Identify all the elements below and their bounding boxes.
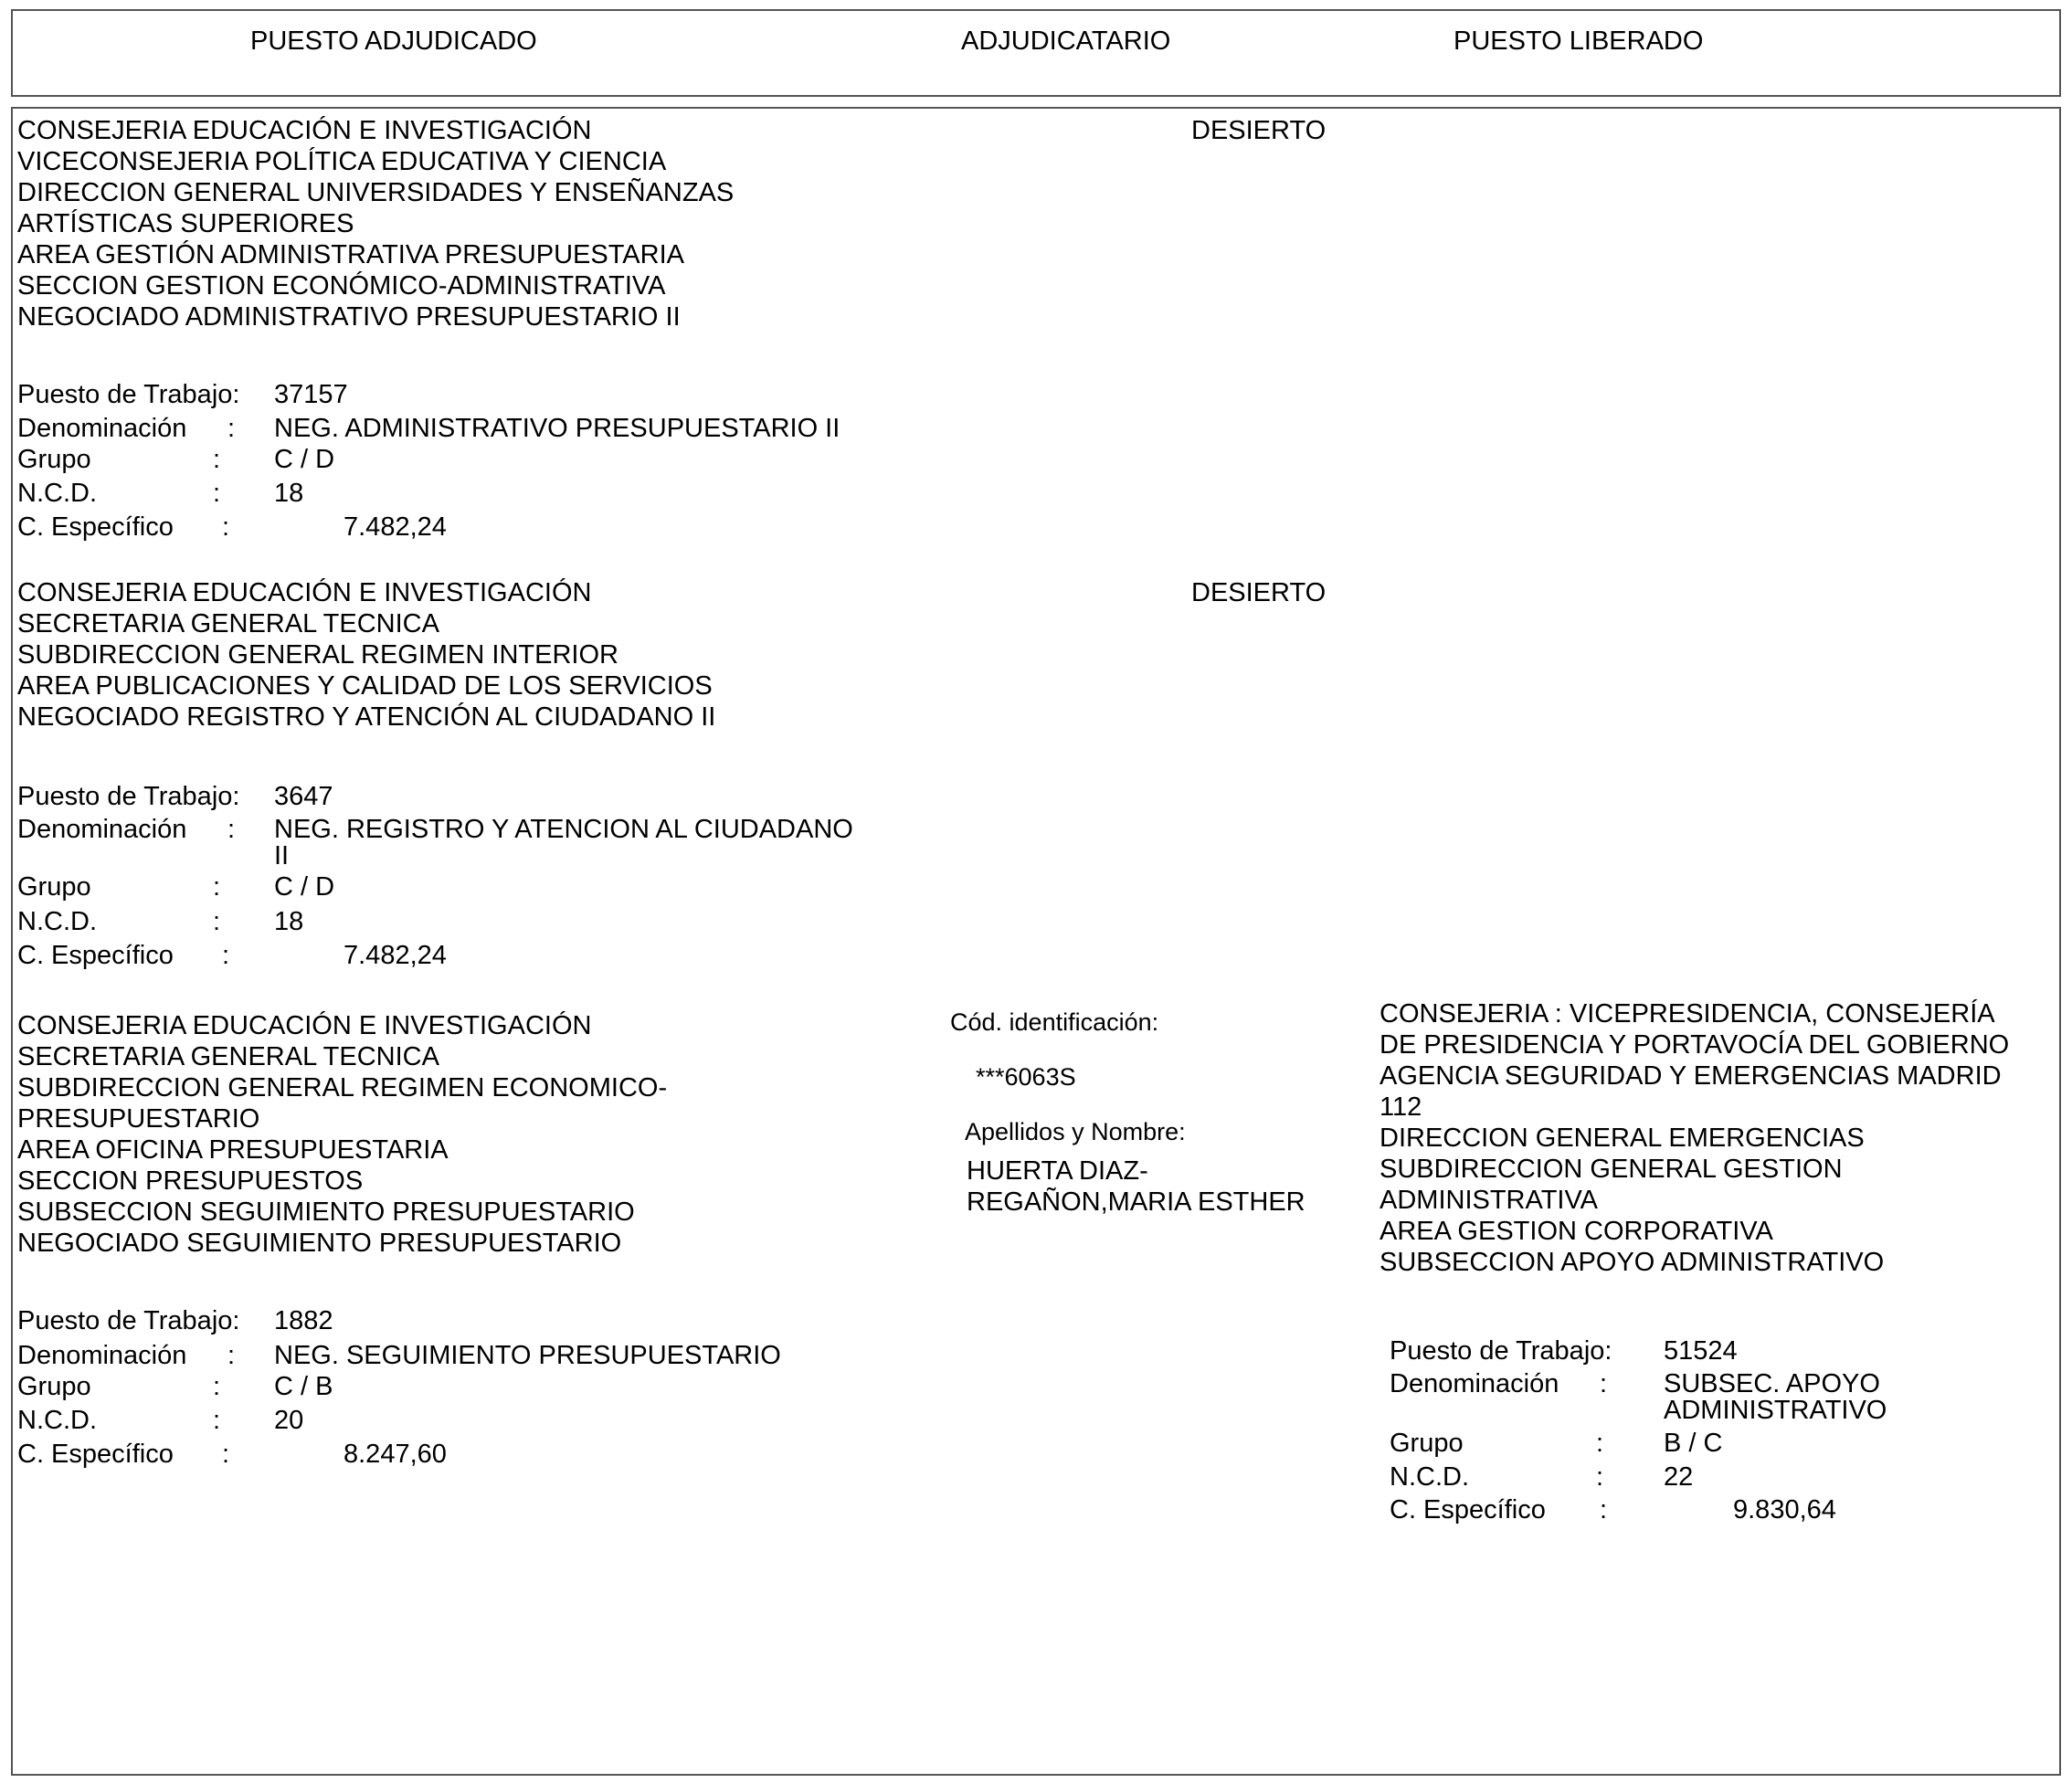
entry-1-details bbox=[17, 379, 894, 543]
entry-3-org-block bbox=[17, 1010, 667, 1259]
label-denominacion: Denominación bbox=[1390, 1369, 1559, 1398]
cod-identificacion-label: Cód. identificación: bbox=[950, 1008, 1159, 1036]
label-denominacion: Denominación bbox=[17, 815, 187, 844]
label-puesto-trabajo: Puesto de Trabajo: bbox=[1390, 1336, 1612, 1366]
ncd-value: 18 bbox=[274, 907, 304, 936]
org-line: CONSEJERIA : VICEPRESIDENCIA, CONSEJERÍA bbox=[1380, 999, 1995, 1029]
grupo-value: C / B bbox=[274, 1372, 333, 1401]
org-line: NEGOCIADO SEGUIMIENTO PRESUPUESTARIO bbox=[17, 1229, 622, 1258]
org-line: VICECONSEJERIA POLÍTICA EDUCATIVA Y CIENCIA bbox=[17, 147, 667, 176]
cod-identificacion-value: ***6063S bbox=[976, 1063, 1076, 1091]
org-line: SUBDIRECCION GENERAL REGIMEN ECONOMICO- bbox=[17, 1073, 668, 1103]
puesto-value: 3647 bbox=[274, 782, 333, 811]
org-line: SECRETARIA GENERAL TECNICA bbox=[17, 1042, 439, 1071]
org-line: SECCION GESTION ECONÓMICO-ADMINISTRATIVA bbox=[17, 271, 666, 301]
org-line: SECCION PRESUPUESTOS bbox=[17, 1166, 364, 1196]
colon: : bbox=[1600, 1369, 1608, 1398]
entry-1-org-block bbox=[17, 115, 734, 332]
org-line: NEGOCIADO ADMINISTRATIVO PRESUPUESTARIO II bbox=[17, 302, 681, 332]
colon: : bbox=[1600, 1495, 1608, 1525]
colon: : bbox=[213, 1372, 221, 1401]
colon: : bbox=[227, 1341, 236, 1370]
denominacion-value: NEG. ADMINISTRATIVO PRESUPUESTARIO II bbox=[274, 414, 840, 443]
label-denominacion: Denominación bbox=[17, 414, 187, 443]
entry-3-details bbox=[17, 1305, 894, 1470]
liberado-org-block bbox=[1380, 998, 2009, 1278]
ncd-value: 22 bbox=[1664, 1462, 1694, 1492]
org-line: CONSEJERIA EDUCACIÓN E INVESTIGACIÓN bbox=[17, 116, 592, 145]
denominacion-value-line2: ADMINISTRATIVO bbox=[1664, 1396, 1887, 1425]
org-line: CONSEJERIA EDUCACIÓN E INVESTIGACIÓN bbox=[17, 1011, 592, 1040]
org-line: ADMINISTRATIVA bbox=[1380, 1186, 1598, 1215]
colon: : bbox=[213, 907, 221, 936]
label-puesto-trabajo: Puesto de Trabajo: bbox=[17, 380, 240, 409]
header-puesto-adjudicado: PUESTO ADJUDICADO bbox=[250, 26, 537, 56]
org-line: SUBSECCION APOYO ADMINISTRATIVO bbox=[1380, 1248, 1885, 1277]
especifico-value: 8.247,60 bbox=[344, 1440, 447, 1469]
label-grupo: Grupo bbox=[17, 872, 91, 902]
label-especifico: C. Específico bbox=[17, 512, 174, 542]
denominacion-value: NEG. REGISTRO Y ATENCION AL CIUDADANO bbox=[274, 815, 853, 844]
org-line: DE PRESIDENCIA Y PORTAVOCÍA DEL GOBIERNO bbox=[1380, 1030, 2010, 1060]
label-ncd: N.C.D. bbox=[17, 1406, 97, 1435]
header-puesto-liberado: PUESTO LIBERADO bbox=[1454, 26, 1704, 56]
org-line: SUBDIRECCION GENERAL GESTION bbox=[1380, 1155, 1843, 1184]
colon: : bbox=[213, 872, 221, 902]
apellidos-nombre-label: Apellidos y Nombre: bbox=[965, 1118, 1186, 1145]
especifico-value: 9.830,64 bbox=[1733, 1495, 1836, 1525]
org-line: AREA GESTION CORPORATIVA bbox=[1380, 1217, 1773, 1246]
org-line: SUBSECCION SEGUIMIENTO PRESUPUESTARIO bbox=[17, 1197, 635, 1227]
nombre-line: REGAÑON,MARIA ESTHER bbox=[967, 1187, 1306, 1217]
header-adjudicatario: ADJUDICATARIO bbox=[961, 26, 1171, 56]
colon: : bbox=[227, 815, 236, 844]
org-line: DIRECCION GENERAL UNIVERSIDADES Y ENSEÑANZAS bbox=[17, 178, 735, 207]
label-denominacion: Denominación bbox=[17, 1341, 187, 1370]
colon: : bbox=[213, 1406, 221, 1435]
org-line: AREA PUBLICACIONES Y CALIDAD DE LOS SERVICIOS bbox=[17, 671, 713, 701]
colon: : bbox=[222, 512, 230, 542]
puesto-value: 1882 bbox=[274, 1306, 333, 1335]
nombre-line: HUERTA DIAZ- bbox=[967, 1156, 1148, 1186]
denominacion-value-line2: II bbox=[274, 841, 290, 870]
puesto-value: 37157 bbox=[274, 380, 348, 409]
label-especifico: C. Específico bbox=[1390, 1495, 1546, 1525]
org-line: DIRECCION GENERAL EMERGENCIAS bbox=[1380, 1124, 1865, 1153]
label-ncd: N.C.D. bbox=[1390, 1462, 1469, 1492]
org-line: SUBDIRECCION GENERAL REGIMEN INTERIOR bbox=[17, 640, 618, 670]
org-line: AREA GESTIÓN ADMINISTRATIVA PRESUPUESTARIA bbox=[17, 240, 684, 269]
grupo-value: C / D bbox=[274, 872, 335, 902]
label-ncd: N.C.D. bbox=[17, 479, 97, 508]
puesto-value: 51524 bbox=[1664, 1336, 1738, 1366]
entry-2-adjudicatario: DESIERTO bbox=[1191, 578, 1327, 607]
org-line: SECRETARIA GENERAL TECNICA bbox=[17, 609, 439, 638]
colon: : bbox=[1596, 1462, 1604, 1492]
label-grupo: Grupo bbox=[17, 445, 91, 474]
org-line: ARTÍSTICAS SUPERIORES bbox=[17, 209, 354, 238]
liberado-details bbox=[1390, 1335, 2029, 1536]
label-puesto-trabajo: Puesto de Trabajo: bbox=[17, 782, 240, 811]
org-line: AREA OFICINA PRESUPUESTARIA bbox=[17, 1135, 449, 1165]
org-line: AGENCIA SEGURIDAD Y EMERGENCIAS MADRID bbox=[1380, 1061, 2002, 1091]
ncd-value: 18 bbox=[274, 479, 304, 508]
ncd-value: 20 bbox=[274, 1406, 304, 1435]
label-especifico: C. Específico bbox=[17, 1440, 174, 1469]
colon: : bbox=[1596, 1429, 1604, 1458]
colon: : bbox=[227, 414, 236, 443]
label-especifico: C. Específico bbox=[17, 941, 174, 970]
org-line: CONSEJERIA EDUCACIÓN E INVESTIGACIÓN bbox=[17, 578, 592, 607]
denominacion-value: SUBSEC. APOYO bbox=[1664, 1369, 1880, 1398]
label-grupo: Grupo bbox=[1390, 1429, 1464, 1458]
grupo-value: C / D bbox=[274, 445, 335, 474]
denominacion-value: NEG. SEGUIMIENTO PRESUPUESTARIO bbox=[274, 1341, 781, 1370]
label-ncd: N.C.D. bbox=[17, 907, 97, 936]
label-grupo: Grupo bbox=[17, 1372, 91, 1401]
colon: : bbox=[222, 941, 230, 970]
entry-2-details bbox=[17, 781, 894, 977]
especifico-value: 7.482,24 bbox=[344, 941, 447, 970]
org-line: PRESUPUESTARIO bbox=[17, 1104, 260, 1134]
label-puesto-trabajo: Puesto de Trabajo: bbox=[17, 1306, 240, 1335]
colon: : bbox=[213, 445, 221, 474]
especifico-value: 7.482,24 bbox=[344, 512, 447, 542]
entry-1-adjudicatario: DESIERTO bbox=[1191, 116, 1327, 145]
grupo-value: B / C bbox=[1664, 1429, 1723, 1458]
apellidos-nombre-value bbox=[967, 1155, 1306, 1218]
org-line: 112 bbox=[1380, 1092, 1422, 1122]
colon: : bbox=[222, 1440, 230, 1469]
entry-2-org-block bbox=[17, 577, 715, 733]
org-line: NEGOCIADO REGISTRO Y ATENCIÓN AL CIUDADANO II bbox=[17, 702, 716, 732]
colon: : bbox=[213, 479, 221, 508]
